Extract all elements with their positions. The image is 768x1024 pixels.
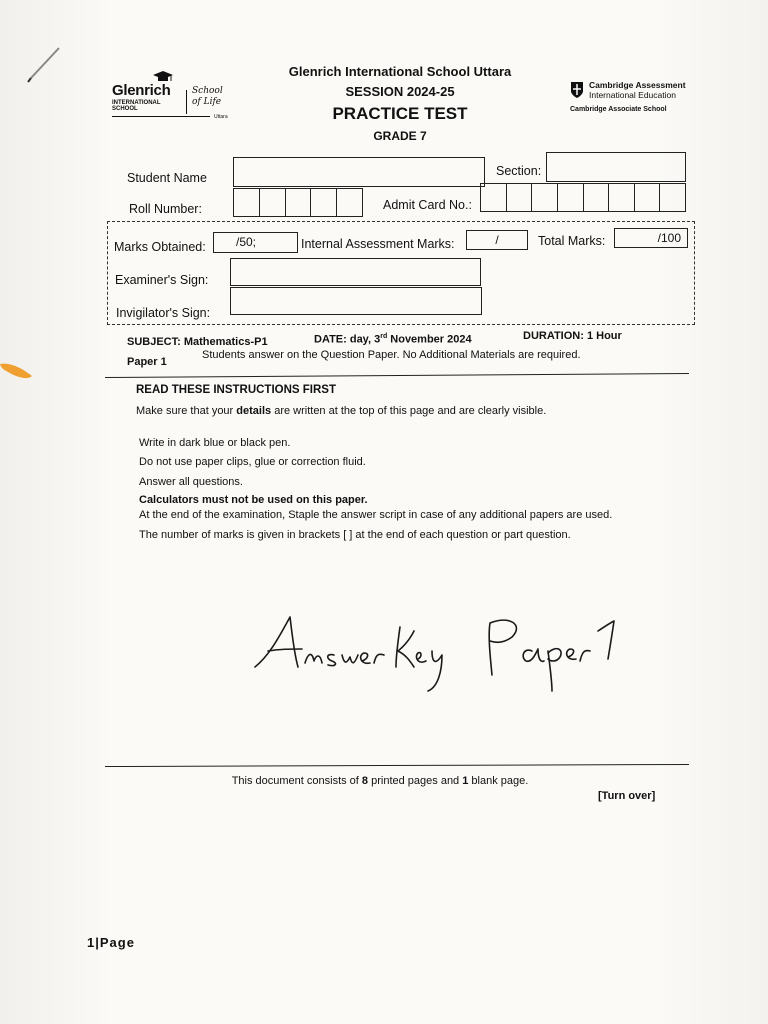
cambridge-shield-icon: [570, 81, 584, 99]
date-suffix: November 2024: [387, 333, 472, 346]
pencil-mark: [25, 40, 65, 85]
page-count-note: [200, 775, 560, 787]
instructions-heading: READ THESE INSTRUCTIONS FIRST: [136, 384, 336, 396]
admit-card-label: Admit Card No.:: [383, 198, 472, 212]
roll-number-field[interactable]: [233, 188, 363, 217]
school-name: Glenrich International School Uttara: [288, 64, 512, 79]
divider-bottom: [105, 764, 689, 767]
roll-number-label: Roll Number:: [129, 202, 202, 216]
footer-d: 1: [462, 775, 469, 787]
subject: SUBJECT: Mathematics-P1: [127, 336, 268, 348]
logo-underline: [112, 116, 210, 117]
marks-obtained-field[interactable]: /50;: [213, 232, 298, 253]
session: SESSION 2024-25: [345, 84, 455, 99]
marks-obtained-label: Marks Obtained:: [114, 240, 206, 254]
intro-a: Make sure that your: [136, 405, 237, 417]
footer-b: 8: [361, 775, 369, 787]
cambridge-line3: Cambridge Associate School: [570, 106, 667, 113]
logo-tag2: of Life: [192, 97, 222, 107]
footer-c: printed pages and: [368, 775, 463, 787]
examiner-sign-label: Examiner's Sign:: [115, 273, 209, 287]
date-sup: rd: [380, 333, 388, 340]
invigilator-sign-field[interactable]: [230, 287, 482, 315]
logo-tagline: [192, 86, 223, 108]
duration: DURATION: 1 Hour: [523, 330, 622, 342]
invigilator-sign-label: Invigilator's Sign:: [116, 306, 211, 320]
glenrich-logo: [112, 70, 237, 126]
admit-card-field[interactable]: [480, 183, 686, 212]
instruction-item: Do not use paper clips, glue or correction fluid.: [139, 456, 366, 468]
grade: GRADE 7: [373, 129, 427, 143]
orange-smudge: [0, 360, 36, 384]
divider-top: [105, 373, 689, 378]
footer-e: blank page.: [468, 775, 529, 787]
cambridge-line2: International Education: [589, 90, 676, 100]
logo-place: Uttara: [214, 114, 228, 120]
logo-sub: [112, 100, 161, 112]
logo-sub1: INTERNATIONAL: [112, 100, 161, 106]
internal-assessment-label: Internal Assessment Marks:: [301, 237, 455, 251]
intro-b: details: [236, 405, 272, 417]
logo-divider: [186, 90, 187, 114]
logo-tag1: School: [192, 86, 223, 96]
turn-over: [Turn over]: [598, 790, 656, 802]
test-title: PRACTICE TEST: [332, 104, 468, 123]
instructions-intro: [136, 405, 546, 417]
page-number: 1|Page: [87, 935, 135, 950]
exam-date: [314, 333, 472, 346]
logo-name: Glenrich: [112, 82, 171, 99]
section-field[interactable]: [546, 152, 686, 182]
paper-label: Paper 1: [127, 356, 167, 368]
instruction-item: At the end of the examination, Staple the answer script in case of any additional papers are used.: [139, 509, 613, 521]
internal-assessment-field[interactable]: /: [466, 230, 528, 250]
handwritten-answer-key: [250, 605, 630, 705]
intro-c: are written at the top of this page and are clearly visible.: [271, 405, 547, 417]
instruction-item: The number of marks is given in brackets [ ] at the end of each question or part question.: [139, 529, 571, 541]
date-prefix: DATE: day, 3: [314, 333, 381, 346]
instruction-item: Calculators must not be used on this paper.: [139, 494, 368, 506]
examiner-sign-field[interactable]: [230, 258, 481, 286]
instruction-item: Write in dark blue or black pen.: [139, 437, 291, 449]
instruction-item: Answer all questions.: [139, 476, 243, 488]
logo-sub2: SCHOOL: [112, 106, 138, 112]
cambridge-logo: [570, 80, 700, 120]
section-label: Section:: [496, 164, 542, 178]
student-name-field[interactable]: [233, 157, 485, 187]
materials-note: Students answer on the Question Paper. No Additional Materials are required.: [202, 349, 581, 361]
footer-a: This document consists of: [231, 775, 362, 787]
total-marks-label: Total Marks:: [538, 234, 606, 248]
total-marks-field[interactable]: /100: [614, 228, 688, 248]
student-name-label: Student Name: [127, 171, 207, 185]
cambridge-line1: Cambridge Assessment: [589, 80, 686, 90]
